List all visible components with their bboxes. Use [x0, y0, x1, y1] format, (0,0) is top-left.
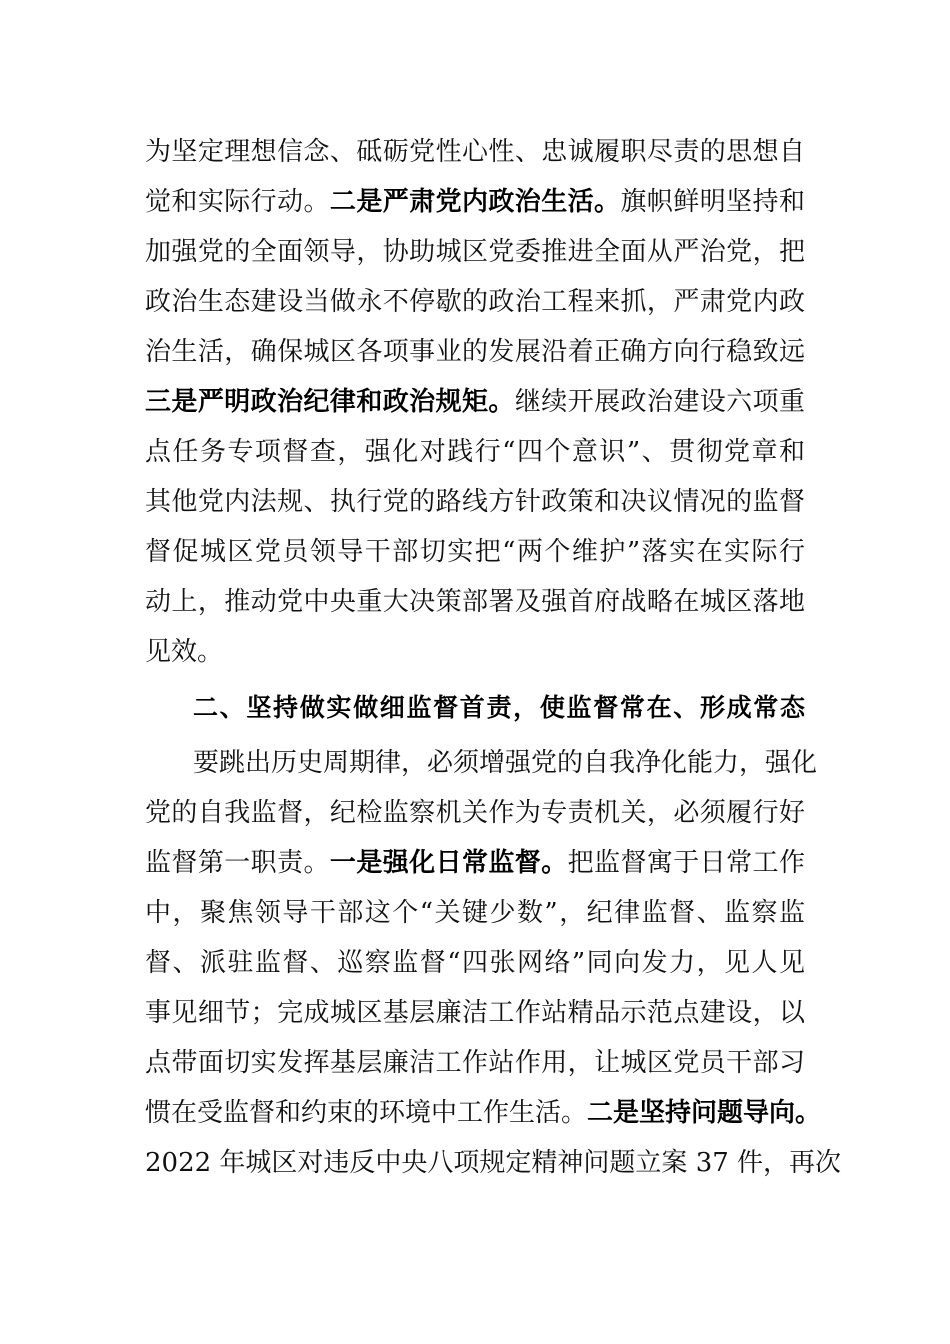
p1-line-11: 见效。 — [145, 637, 224, 667]
section-heading-2: 二、坚持做实做细监督首责，使监督常在、形成常态 — [193, 693, 805, 722]
p1-line-4: 政治生态建设当做永不停歇的政治工程来抓，严肃党内政 — [145, 287, 805, 317]
p1-line-3: 加强党的全面领导，协助城区党委推进全面从严治党，把 — [145, 237, 805, 267]
p1-line-1: 为坚定理想信念、砥砺党性心性、忠诚履职尽责的思想自 — [145, 137, 805, 167]
bold-lead-political-discipline: 三是严明政治纪律和政治规矩。 — [145, 387, 515, 417]
p1-line-5: 治生活，确保城区各项事业的发展沿着正确方向行稳致远 — [145, 337, 805, 367]
p1-line-9: 督促城区党员领导干部切实把“两个维护”落实在实际行 — [145, 537, 805, 567]
p2-line-4: 中，聚焦领导干部这个“关键少数”，纪律监督、监察监 — [145, 898, 805, 928]
p2-line-2: 党的自我监督，纪检监察机关作为专责机关，必须履行好 — [145, 798, 805, 828]
p2-line-3 — [145, 838, 805, 888]
p1-line-10: 动上，推动党中央重大决策部署及强首府战略在城区落地 — [145, 587, 805, 617]
p1-line-7: 点任务专项督查，强化对践行“四个意识”、贯彻党章和 — [145, 437, 805, 467]
p1-line-6-text-b: 继续开展政治建设六项重 — [514, 387, 805, 417]
p2-line-6: 事见细节；完成城区基层廉洁工作站精品示范点建设，以 — [145, 998, 805, 1028]
p2-line-1: 要跳出历史周期律，必须增强党的自我净化能力，强化 — [193, 748, 818, 778]
p1-line-2-text-c: 旗帜鲜明坚持和 — [620, 187, 805, 217]
p1-line-2 — [145, 177, 805, 227]
p2-line-8-text-a: 惯在受监督和约束的环境中工作生活。 — [145, 1098, 588, 1128]
bold-lead-problem-oriented: 二是坚持问题导向。 — [587, 1098, 822, 1128]
bold-lead-daily-supervision: 一是强化日常监督。 — [329, 848, 568, 878]
p2-line-7: 点带面切实发挥基层廉洁工作站作用，让城区党员干部习 — [145, 1048, 805, 1078]
p1-line-6 — [145, 377, 805, 427]
p2-line-5: 督、派驻监督、巡察监督“四张网络”同向发力，见人见 — [145, 948, 805, 978]
p2-line-3-text-a: 监督第一职责。 — [145, 848, 330, 878]
p1-line-8: 其他党内法规、执行党的路线方针政策和决议情况的监督 — [145, 487, 805, 517]
bold-lead-strict-political-life: 二是严肃党内政治生活。 — [329, 187, 621, 217]
p2-line-9: 2022 年城区对违反中央八项规定精神问题立案 37 件，再次 — [145, 1148, 842, 1178]
p2-line-8 — [145, 1088, 822, 1138]
p1-line-2-text-a: 觉和实际行动。 — [145, 187, 330, 217]
p2-line-3-text-c: 把监督寓于日常工作 — [567, 848, 805, 878]
